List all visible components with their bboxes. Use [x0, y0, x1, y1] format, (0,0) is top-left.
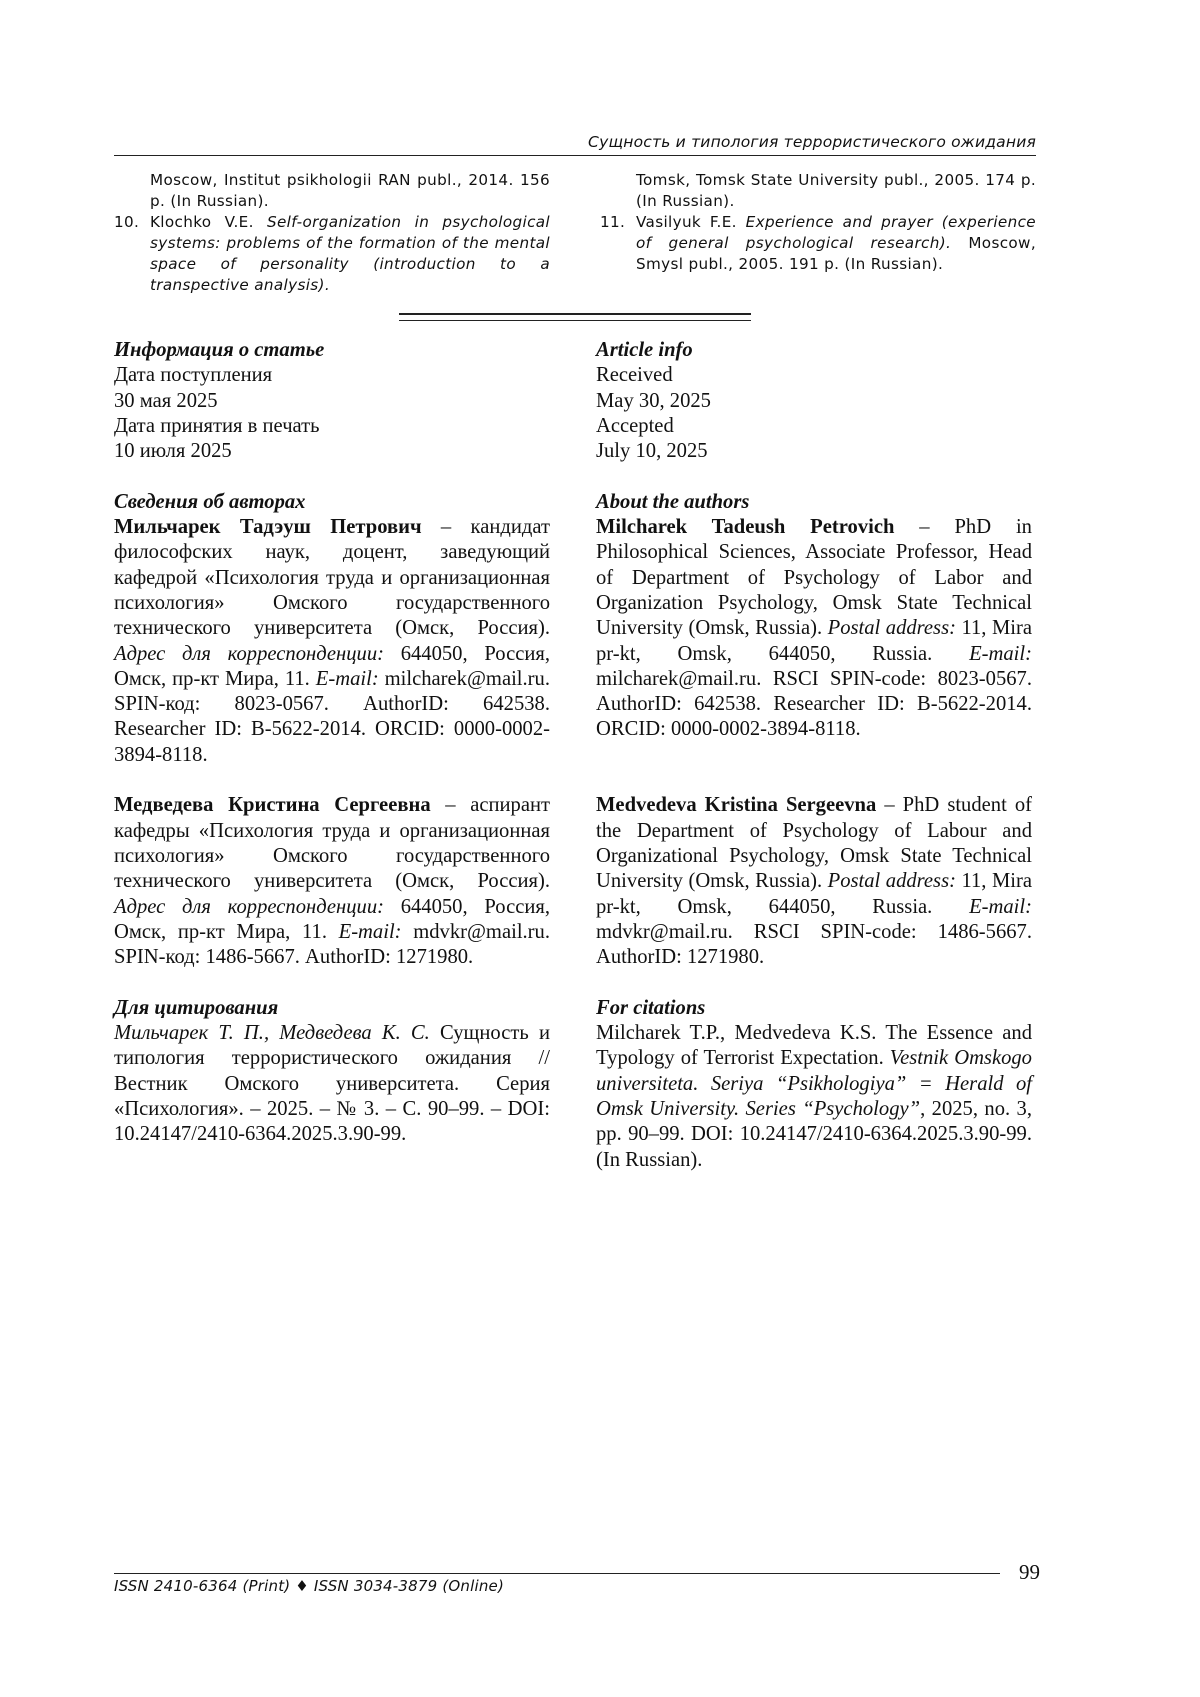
author1-address-en: 11, Mira pr-kt, Omsk, 644050, Russia.: [596, 617, 1032, 665]
email-label-ru: E-mail:: [338, 920, 402, 943]
accepted-label-ru: Дата принятия в печать: [114, 414, 320, 437]
footer-issn: ISSN 2410-6364 (Print) ♦ ISSN 3034-3879 (Online): [114, 1577, 505, 1595]
info-title-en: Article info: [596, 339, 693, 361]
authors-title-en: About the authors: [596, 490, 750, 513]
footer-rule: [114, 1573, 1000, 1574]
received-label-en: Received: [596, 364, 673, 387]
reference-author: Vasilyuk F.E.: [636, 213, 737, 231]
references-right: [600, 170, 1036, 275]
article-info-ru: [114, 338, 550, 1148]
citation-en: [596, 1021, 1032, 1173]
email-label-en: E-mail:: [969, 895, 1032, 918]
address-label-ru: Адрес для корреспонденции:: [114, 895, 384, 918]
author1-address-ru: 644050, Россия, Омск, пр-кт Мира, 11.: [114, 642, 550, 690]
author2-ids-en: mdvkr@mail.ru. RSCI SPIN-code: 1486-5667. AuthorID: 1271980.: [596, 920, 1032, 969]
reference-rest: Moscow, Smysl publ., 2005. 191 p. (In Russian).: [636, 234, 1036, 273]
section-divider: [399, 313, 751, 321]
accepted-date-en: July 10, 2025: [596, 440, 708, 463]
author2-address-ru: 644050, Россия, Омск, пр-кт Мира, 11.: [114, 895, 550, 943]
reference-title: Self-organization in psychological systems: problems of the formation of the mental space of personality (introduction to a transpective analysis).: [150, 213, 550, 294]
citation-journal-en: Vestnik Omskogo universiteta. Seriya “Psikhologiya” = Herald of Omsk University. Series “Psychology”: [596, 1047, 1032, 1120]
author2-ids-ru: mdvkr@mail.ru. SPIN-код: 1486-5667. AuthorID: 1271980.: [114, 920, 550, 969]
received-date-ru: 30 мая 2025: [114, 389, 218, 412]
author1-desc-en: – PhD in Philosophical Sciences, Associate Professor, Head of Department of Psychology of Labor and Organization Psychology, Omsk State Technical University (Omsk, Russia).: [596, 516, 1032, 640]
address-label-en: Postal address:: [827, 870, 956, 893]
author1-ids-ru: milcharek@mail.ru. SPIN-код: 8023-0567. AuthorID: 642538. Researcher ID: B-5622-2014. ORCID: 0000-0002-3894-8118.: [114, 667, 550, 766]
references-left: [114, 170, 550, 296]
email-label-en: E-mail:: [969, 642, 1032, 665]
author2-en: [596, 793, 1032, 970]
citation-text-ru: Сущность и типология террористического ожидания // Вестник Омского университета. Серия «Психология». – 2025. – № 3. – С. 90–99. – DOI: 10.24147/2410-6364.2025.3.90-99.: [114, 1022, 551, 1146]
reference-item: [114, 212, 550, 296]
reference-item: [114, 170, 550, 212]
page-number: 99: [1019, 1560, 1040, 1584]
author2-name-ru: Медведева Кристина Сергеевна: [114, 794, 431, 817]
address-label-en: Postal address:: [827, 617, 956, 640]
reference-item: [600, 170, 1036, 212]
header-rule: [114, 155, 1036, 156]
email-label-ru: E-mail:: [315, 667, 379, 690]
address-label-ru: Адрес для корреспонденции:: [114, 642, 384, 665]
citation-ru: [114, 1021, 550, 1147]
citation-tail-en: , 2025, no. 3, pp. 90–99. DOI: 10.24147/2410-6364.2025.3.90-99. (In Russian).: [596, 1097, 1032, 1171]
citation-text-en: Milcharek T.P., Medvedeva K.S. The Essence and Typology of Terrorist Expectation.: [596, 1022, 1032, 1070]
reference-text: Moscow, Institut psikhologii RAN publ., 2014. 156 p. (In Russian).: [150, 171, 550, 210]
author1-en: [596, 515, 1032, 743]
running-header: Сущность и типология террористического ожидания: [588, 133, 1036, 151]
author2-ru: [114, 793, 550, 970]
reference-number: 11.: [600, 213, 626, 231]
author1-ids-en: milcharek@mail.ru. RSCI SPIN-code: 8023-0567. AuthorID: 642538. Researcher ID: B-5622-2014. ORCID: 0000-0002-3894-8118.: [596, 667, 1032, 741]
reference-author: Klochko V.E.: [150, 213, 254, 231]
citation-authors-ru: Мильчарек Т. П., Медведева К. С.: [114, 1022, 430, 1045]
reference-title: Experience and prayer (experience of general psychological research).: [636, 213, 1036, 252]
citation-title-en: For citations: [596, 996, 706, 1019]
author2-name-en: Medvedeva Kristina Sergeevna: [596, 794, 877, 817]
reference-number: 10.: [114, 213, 140, 231]
authors-title-ru: Сведения об авторах: [114, 490, 306, 513]
author1-ru: [114, 515, 550, 768]
author1-name-ru: Мильчарек Тадэуш Петрович: [114, 516, 422, 539]
author1-desc-ru: – кандидат философских наук, доцент, заведующий кафедрой «Психология труда и организационная психология» Омского государственного технического университета (Омск, Россия).: [114, 516, 550, 640]
citation-title-ru: Для цитирования: [114, 996, 279, 1019]
info-title-ru: Информация о статье: [114, 339, 325, 361]
article-info-en: [596, 338, 1032, 1173]
reference-text: Tomsk, Tomsk State University publ., 2005. 174 p. (In Russian).: [636, 171, 1036, 210]
author2-desc-en: – PhD student of the Department of Psychology of Labour and Organizational Psychology, Omsk State Technical University (Omsk, Russia).: [596, 794, 1032, 893]
accepted-date-ru: 10 июля 2025: [114, 440, 232, 463]
accepted-label-en: Accepted: [596, 414, 674, 437]
received-label-ru: Дата поступления: [114, 364, 273, 387]
author2-address-en: 11, Mira pr-kt, Omsk, 644050, Russia.: [596, 870, 1032, 918]
reference-item: [600, 212, 1036, 275]
author2-desc-ru: – аспирант кафедры «Психология труда и организационная психология» Омского государственного технического университета (Омск, Россия).: [114, 794, 550, 893]
author1-name-en: Milcharek Tadeush Petrovich: [596, 516, 895, 539]
received-date-en: May 30, 2025: [596, 389, 711, 412]
